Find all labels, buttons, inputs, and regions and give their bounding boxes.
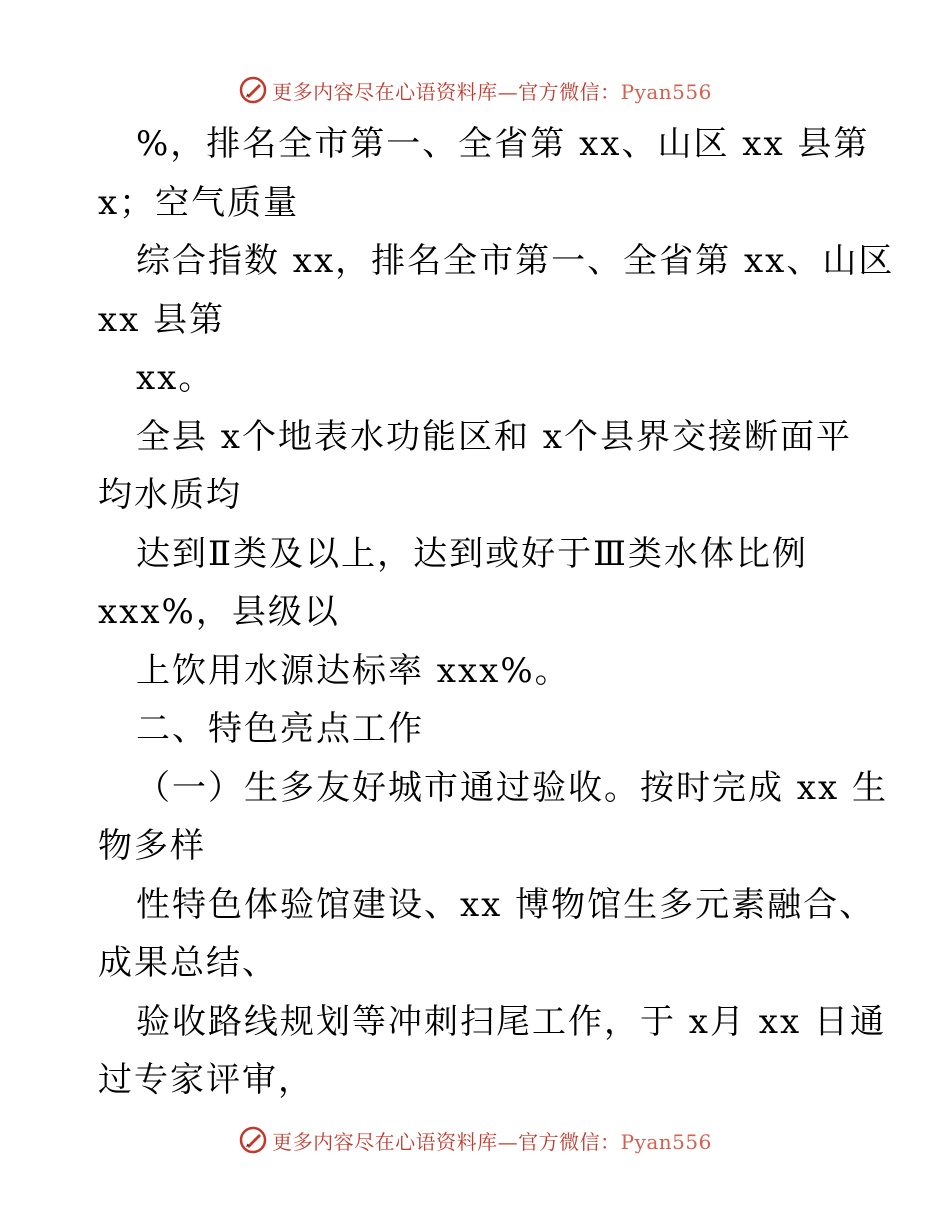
footer-banner-text: 更多内容尽在心语资料库—官方微信：Pyan556 [272,1129,712,1154]
section-heading: 二、特色亮点工作 [136,709,424,749]
paragraph-line: （一）生多友好城市通过验收。按时完成 xx 生 [136,767,888,808]
paragraph-line: 性特色体验馆建设、xx 博物馆生多元素融合、 [136,884,876,925]
paragraph-line: 成果总结、 [98,943,278,983]
header-wechat-id: Pyan556 [620,79,712,104]
footer-wechat-id: Pyan556 [620,1129,712,1154]
paragraph-line: xx。 [136,358,215,398]
paragraph-line: 过专家评审， [98,1060,314,1100]
paragraph-line: %，排名全市第一、全省第 xx、山区 xx 县第 [136,124,870,164]
paragraph-line: 验收路线规划等冲刺扫尾工作，于 x月 xx 日通 [136,1001,886,1042]
header-banner [0,70,950,110]
footer-banner [0,1120,950,1160]
paragraph-line: 达到Ⅱ类及以上，达到或好于Ⅲ类水体比例 [136,533,808,574]
paragraph-line: x；空气质量 [98,182,300,223]
paragraph-line: 综合指数 xx，排名全市第一、全省第 xx、山区 [136,241,895,281]
paragraph-line: 物多样 [98,826,206,866]
pen-logo-icon [238,75,268,105]
header-banner-text: 更多内容尽在心语资料库—官方微信：Pyan556 [272,79,712,104]
paragraph-line: xx 县第 [98,299,226,340]
pen-logo-icon [238,1125,268,1155]
paragraph-line: 上饮用水源达标率 xxx%。 [136,650,571,691]
paragraph-line: 全县 x个地表水功能区和 x个县界交接断面平 [136,416,852,457]
paragraph-line: 均水质均 [98,475,242,515]
paragraph-line: xxx%，县级以 [98,592,340,632]
document-body [98,115,895,1110]
